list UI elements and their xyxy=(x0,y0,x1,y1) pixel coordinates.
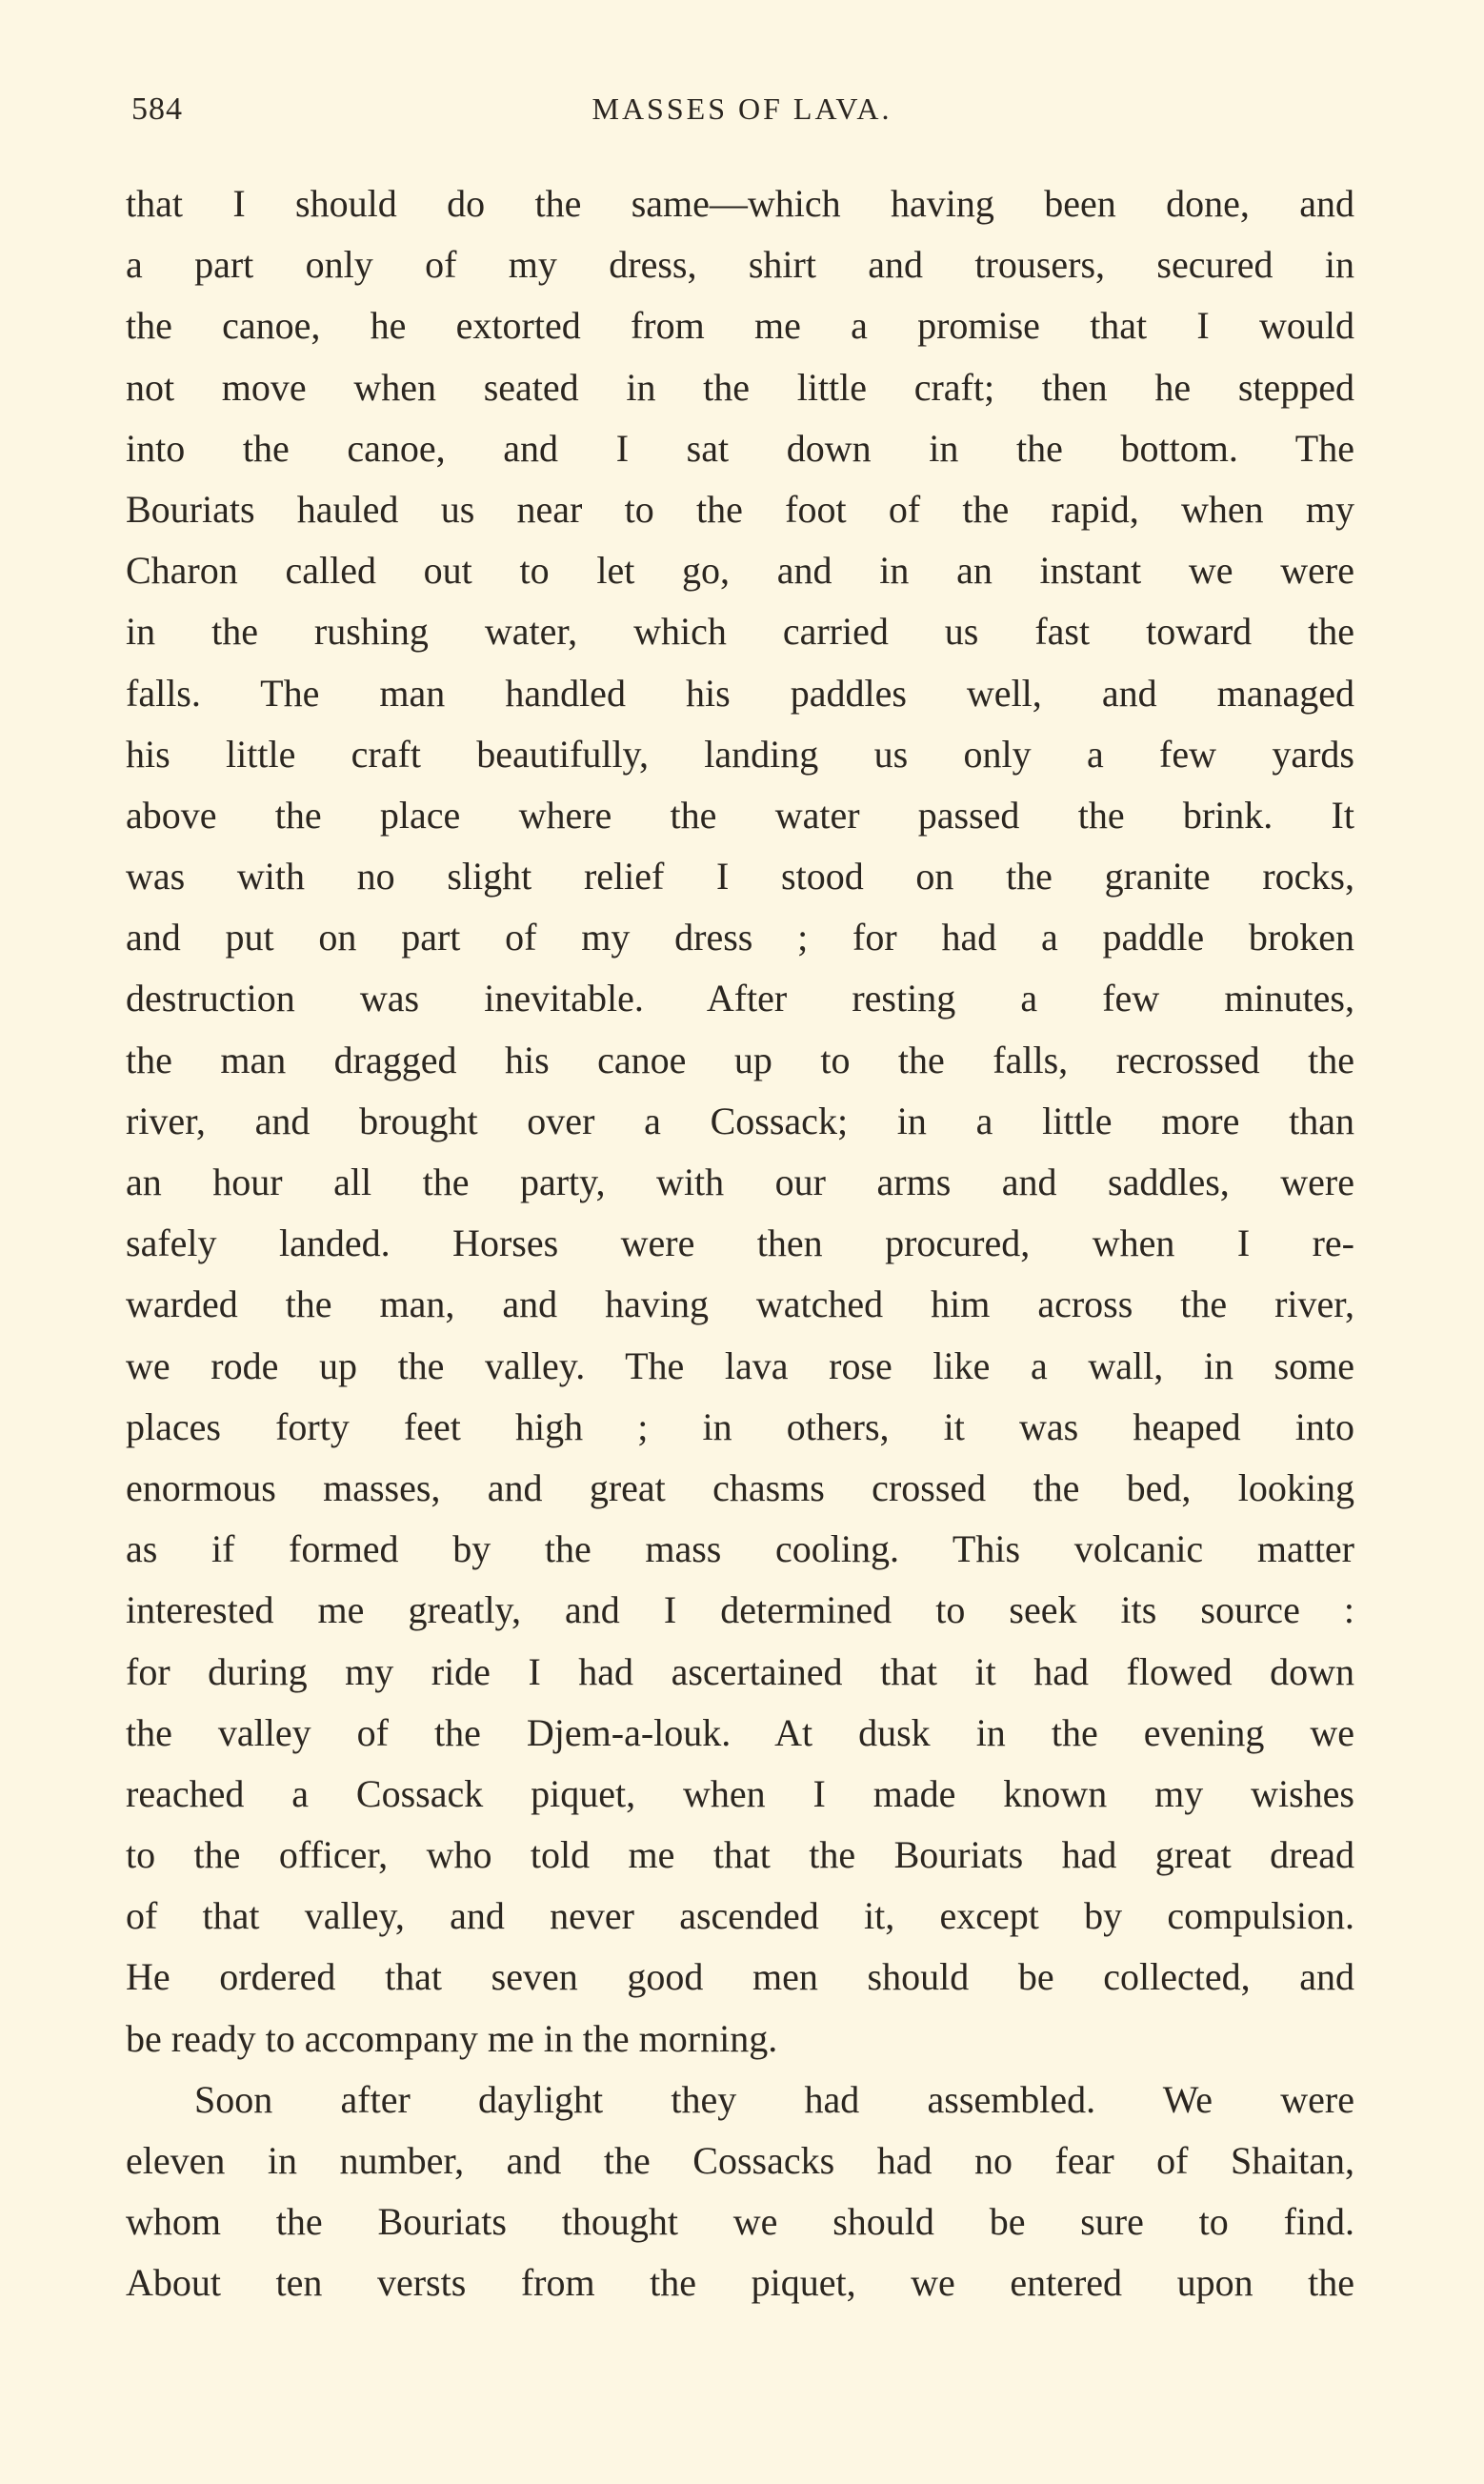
text-line: Bouriats hauled us near to the foot of the rapid, when my xyxy=(126,487,1354,531)
text-line: enormous masses, and great chasms crossed the bed, looking xyxy=(126,1465,1354,1509)
page-number: 584 xyxy=(131,91,183,127)
text-line: the canoe, he extorted from me a promise that I would xyxy=(126,304,1354,348)
text-line: the valley of the Djem-a-louk. At dusk in the evening we xyxy=(126,1710,1354,1754)
body-text xyxy=(126,173,1354,2314)
text-line: interested me greatly, and I determined to seek its source : xyxy=(126,1588,1354,1632)
text-line: eleven in number, and the Cossacks had no fear of Shaitan, xyxy=(126,2139,1354,2182)
text-line: places forty feet high ; in others, it was heaped into xyxy=(126,1404,1354,1448)
text-line: destruction was inevitable. After resting a few minutes, xyxy=(126,977,1354,1020)
text-line: the man dragged his canoe up to the falls, recrossed the xyxy=(126,1038,1354,1081)
text-line: whom the Bouriats thought we should be sure to find. xyxy=(126,2200,1354,2244)
text-line: warded the man, and having watched him across the river, xyxy=(126,1282,1354,1326)
text-line: not move when seated in the little craft; then he stepped xyxy=(126,365,1354,409)
text-line: his little craft beautifully, landing us only a few yards xyxy=(126,732,1354,776)
text-line: for during my ride I had ascertained that it had flowed down xyxy=(126,1649,1354,1693)
text-line: an hour all the party, with our arms and saddles, were xyxy=(126,1161,1354,1203)
text-line: we rode up the valley. The lava rose like a wall, in some xyxy=(126,1343,1354,1387)
text-line: above the place where the water passed the brink. It xyxy=(126,793,1354,837)
text-line: of that valley, and never ascended it, except by compulsion. xyxy=(126,1894,1354,1938)
paragraph-end-line: be ready to accompany me in the morning. xyxy=(126,2016,778,2060)
text-line: river, and brought over a Cossack; in a little more than xyxy=(126,1099,1354,1142)
text-line: as if formed by the mass cooling. This volcanic matter xyxy=(126,1527,1354,1571)
text-line: Charon called out to let go, and in an instant we were xyxy=(126,549,1354,593)
text-line: He ordered that seven good men should be collected, and xyxy=(126,1955,1354,1999)
running-head: MASSES OF LAVA. xyxy=(592,91,892,126)
text-line: that I should do the same—which having been done, and xyxy=(126,182,1354,225)
text-line: in the rushing water, which carried us fast toward the xyxy=(126,610,1354,654)
text-line: reached a Cossack piquet, when I made known my wishes xyxy=(126,1771,1354,1815)
text-line: About ten versts from the piquet, we entered upon the xyxy=(126,2261,1354,2305)
text-line: a part only of my dress, shirt and trousers, secured in xyxy=(126,243,1354,287)
text-line: to the officer, who told me that the Bouriats had great dread xyxy=(126,1833,1354,1877)
text-line: was with no slight relief I stood on the granite rocks, xyxy=(126,855,1354,899)
text-line: falls. The man handled his paddles well, and managed xyxy=(126,671,1354,715)
text-line: safely landed. Horses were then procured, when I re- xyxy=(126,1222,1354,1265)
text-line: into the canoe, and I sat down in the bottom. The xyxy=(126,426,1354,470)
paragraph-start-line: Soon after daylight they had assembled. We were xyxy=(194,2077,1354,2121)
page-header xyxy=(131,91,1353,139)
text-line: and put on part of my dress ; for had a paddle broken xyxy=(126,916,1354,959)
